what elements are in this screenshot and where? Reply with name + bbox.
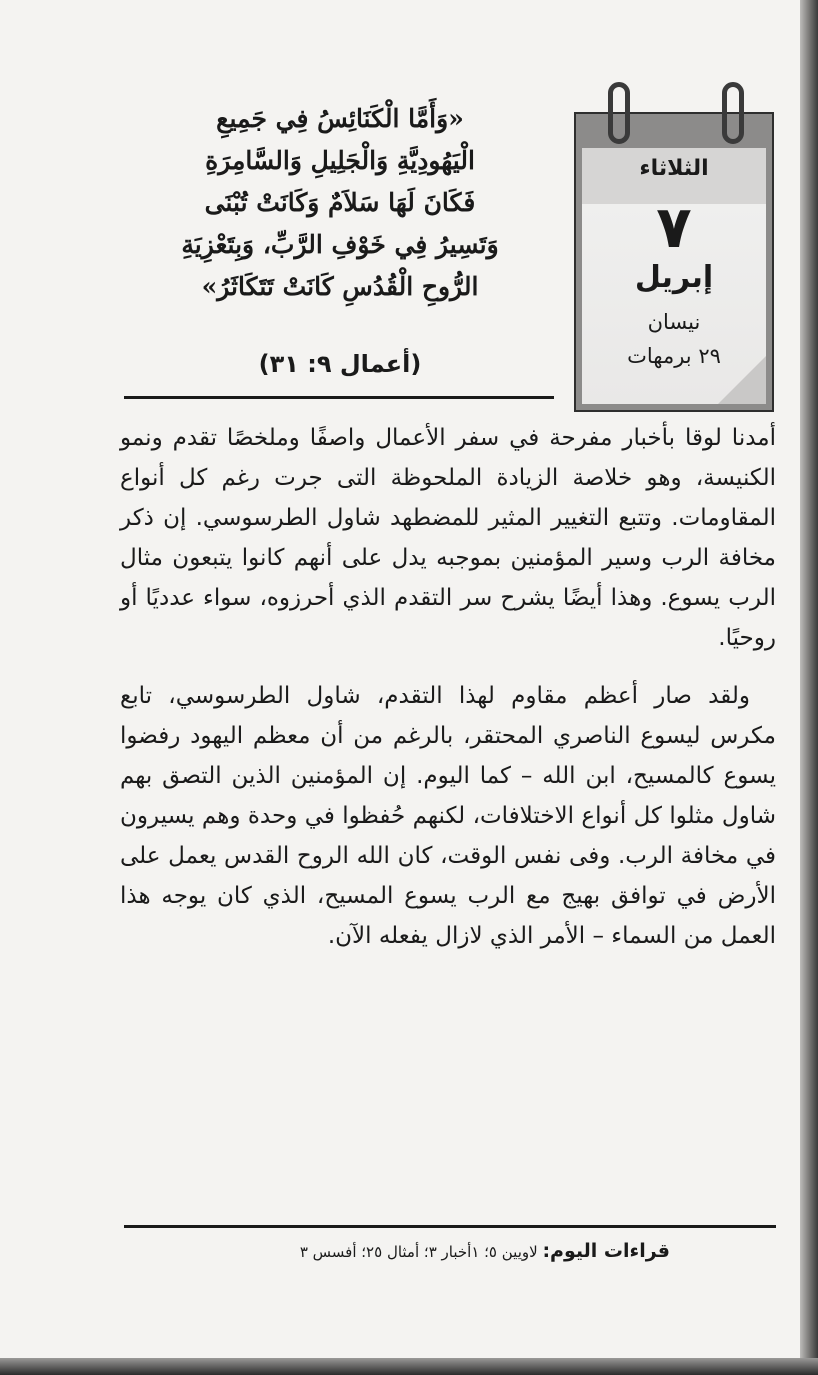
- scan-edge: [0, 1358, 818, 1375]
- verse-reference: (أعمال ٩: ٣١): [258, 350, 422, 378]
- bible-verse: [124, 98, 556, 308]
- verse-line: الْيَهُودِيَّةِ وَالْجَلِيلِ وَالسَّامِرَةِ: [205, 146, 475, 175]
- calendar-day-name: الثلاثاء: [639, 156, 709, 181]
- paragraph: أمدنا لوقا بأخبار مفرحة في سفر الأعمال واصفًا وملخصًا تقدم ونمو الكنيسة، وهو خلاصة الزيادة الملحوظة التى جرت رغم كل أنواع المقاومات. وتتبع التغيير المثير للمضطهد شاول الطرسوسي. إن ذكر مخافة الرب وسير المؤمنين بموجبه يدل على أنهم كانوا يتبعون مثال الرب يسوع. وهذا أيضًا يشرح سر التقدم الذي أحرزوه، سواء عدديًا أو روحيًا.: [120, 425, 776, 651]
- divider: [124, 1225, 776, 1228]
- daily-readings: [200, 1240, 670, 1262]
- calendar-day-number: ٧: [656, 193, 692, 261]
- divider: [124, 396, 554, 399]
- verse-line: الرُّوحِ الْقُدُسِ كَانَتْ تَتَكَاثَرُ»: [201, 272, 479, 301]
- daily-readings-text: لاويين ٥؛ ١أخبار ٣؛ أمثال ٢٥؛ أفسس ٣: [299, 1243, 538, 1261]
- binder-ring-icon: [722, 82, 744, 144]
- calendar-coptic-date: ٢٩ برمهات: [627, 344, 721, 368]
- paragraph: ولقد صار أعظم مقاوم لهذا التقدم، شاول الطرسوسي، تابع مكرس ليسوع الناصري المحتقر، بالرغم من أن معظم اليهود رفضوا يسوع كالمسيح، ابن الله – كما اليوم. إن المؤمنين الذين التصق بهم شاول مثلوا كل أنواع الاختلافات، لكنهم حُفظوا في وحدة وهم يسيرون في مخافة الرب. وفى نفس الوقت، كان الله الروح القدس يعمل على الأرض في توافق بهيج مع الرب يسوع المسيح، الذي كان يوجه هذا العمل من السماء – الأمر الذي لازال يفعله الآن.: [120, 683, 776, 949]
- scan-edge: [800, 0, 818, 1375]
- daily-readings-label: قراءات اليوم:: [542, 1240, 670, 1262]
- calendar-month: إبريل: [634, 260, 714, 295]
- devotional-text: [120, 418, 776, 956]
- calendar-widget: [574, 112, 774, 412]
- verse-line: فَكَانَ لَهَا سَلاَمٌ وَكَانَتْ تُبْنَى: [204, 188, 476, 217]
- calendar-syriac-month: نيسان: [647, 310, 701, 334]
- binder-ring-icon: [608, 82, 630, 144]
- verse-line: «وَأَمَّا الْكَنَائِسُ فِي جَمِيعِ: [216, 104, 464, 133]
- verse-line: وَتَسِيرُ فِي خَوْفِ الرَّبِّ، وَبِتَعْزِيَةِ: [181, 230, 499, 259]
